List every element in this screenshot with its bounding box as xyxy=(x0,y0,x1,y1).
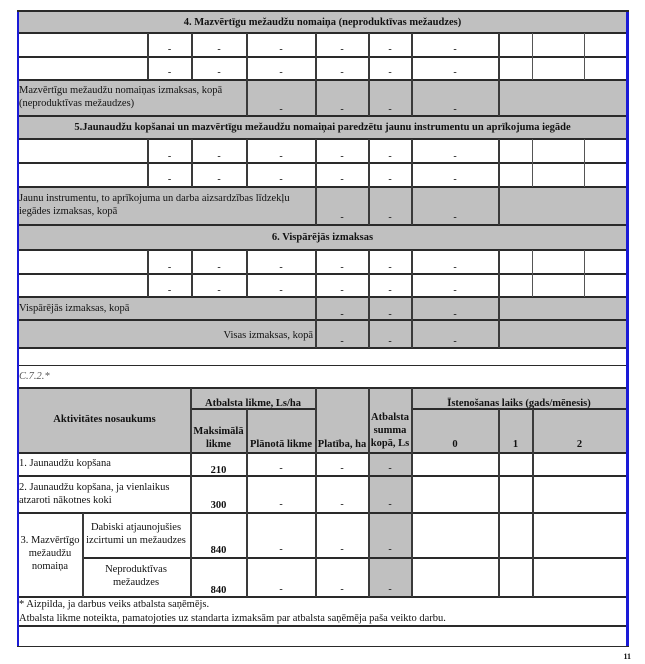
cell-value: - xyxy=(453,262,457,273)
cell-value: - xyxy=(453,44,457,55)
max-rate-value: 210 xyxy=(210,465,227,476)
cell-value: - xyxy=(167,67,172,78)
grand-total-label: Visas izmaksas, kopā xyxy=(223,330,313,341)
total-value: - xyxy=(279,104,283,115)
cell-value: - xyxy=(340,67,344,78)
section6-title: 6. Vispārējās izmaksas xyxy=(19,226,626,250)
section6-total-label: Vispārējās izmaksas, kopā xyxy=(19,303,130,314)
cell-value: - xyxy=(279,44,283,55)
cell-value: - xyxy=(217,67,221,78)
total-value: - xyxy=(340,309,344,320)
cell-value: - xyxy=(388,67,392,78)
header-planned-rate: Plānotā likme xyxy=(249,439,313,450)
cell-value: - xyxy=(167,174,172,185)
cell-value: - xyxy=(217,262,221,273)
cell-value: - xyxy=(388,262,392,273)
header-time-group: Īstenošanas laiks (gads/mēnesis) xyxy=(447,398,591,409)
cell-value: - xyxy=(340,151,344,162)
cell-value: - xyxy=(217,174,221,185)
cell-value: - xyxy=(217,44,221,55)
header-time-2: 2 xyxy=(576,439,583,450)
header-area: Platība, ha xyxy=(317,439,367,450)
area-value: - xyxy=(340,463,344,474)
cell-value: - xyxy=(453,174,457,185)
planned-rate-value: - xyxy=(279,544,283,555)
cell-value: - xyxy=(388,151,392,162)
cell-value: - xyxy=(340,262,344,273)
activity-group-name: 3. Mazvērtīgo mežaudžu nomaiņa xyxy=(20,535,80,572)
cell-value: - xyxy=(279,67,283,78)
activity-name: 2. Jaunaudžu kopšana, ja vienlaikus atzaroti nākotnes koki xyxy=(19,482,170,506)
cell-value: - xyxy=(217,151,221,162)
cell-value: - xyxy=(217,285,221,296)
sum-value: - xyxy=(388,544,392,555)
area-value: - xyxy=(340,499,344,510)
max-rate-value: 840 xyxy=(210,585,227,596)
header-rate-group: Atbalsta likme, Ls/ha xyxy=(205,398,301,409)
header-activity: Aktivitātes nosaukums xyxy=(53,414,156,425)
area-value: - xyxy=(340,544,344,555)
max-rate-value: 300 xyxy=(210,500,227,511)
total-value: - xyxy=(340,104,344,115)
sum-value: - xyxy=(388,499,392,510)
activity-name: Neproduktīvas mežaudzes xyxy=(105,564,167,588)
total-value: - xyxy=(388,212,392,223)
footnote-2: Atbalsta likme noteikta, pamatojoties uz standarta izmaksām par atbalsta saņēmēja paša veikto darbu. xyxy=(19,613,446,624)
area-value: - xyxy=(340,584,344,595)
activity-name: Dabiski atjaunojušies izcirtumi un mežaudzes xyxy=(86,522,186,546)
section5-total-label: Jaunu instrumentu, to aprīkojuma un darba aizsardzības līdzekļu iegādes izmaksas, kopā xyxy=(19,193,290,217)
sum-value: - xyxy=(388,463,392,474)
planned-rate-value: - xyxy=(279,499,283,510)
total-value: - xyxy=(388,309,392,320)
page-number: 11 xyxy=(623,652,631,661)
cell-value: - xyxy=(279,285,283,296)
cell-value: - xyxy=(167,285,172,296)
grand-total-value: - xyxy=(388,336,392,347)
cell-value: - xyxy=(453,151,457,162)
total-value: - xyxy=(453,104,457,115)
activity-name: 1. Jaunaudžu kopšana xyxy=(19,458,111,469)
cell-value: - xyxy=(340,285,344,296)
header-time-1: 1 xyxy=(512,439,519,450)
header-time-0: 0 xyxy=(452,439,458,450)
cell-value: - xyxy=(340,174,344,185)
total-value: - xyxy=(340,212,344,223)
footnote-1: * Aizpilda, ja darbus veiks atbalsta saņēmējs. xyxy=(19,599,210,610)
cell-value: - xyxy=(388,44,392,55)
cell-value: - xyxy=(167,151,172,162)
cell-value: - xyxy=(279,174,283,185)
cell-value: - xyxy=(279,262,283,273)
section4-total-label: Mazvērtīgu mežaudžu nomaiņas izmaksas, kopā (neproduktīvas mežaudzes) xyxy=(19,85,223,109)
cell-value: - xyxy=(388,285,392,296)
cell-value: - xyxy=(167,262,172,273)
cell-value: - xyxy=(453,285,457,296)
total-value: - xyxy=(453,212,457,223)
section5-title: 5.Jaunaudžu kopšanai un mazvērtīgu mežaudžu nomaiņai paredzētu jaunu instrumentu un aprīkojuma iegāde xyxy=(19,117,626,139)
header-sum: Atbalsta summa kopā, Ls xyxy=(370,412,410,449)
cell-value: - xyxy=(453,67,457,78)
planned-rate-value: - xyxy=(279,463,283,474)
sum-value: - xyxy=(388,584,392,595)
max-rate-value: 840 xyxy=(210,545,227,556)
planned-rate-value: - xyxy=(279,584,283,595)
total-value: - xyxy=(388,104,392,115)
cell-value: - xyxy=(167,44,172,55)
cell-value: - xyxy=(388,174,392,185)
cell-value: - xyxy=(340,44,344,55)
cell-value: - xyxy=(279,151,283,162)
section-code-label: C.7.2.* xyxy=(19,371,50,382)
section4-title: 4. Mazvērtīgu mežaudžu nomaiņa (neproduktīvas mežaudzes) xyxy=(19,12,626,33)
header-max-rate: Maksimālā likme xyxy=(193,426,244,450)
total-value: - xyxy=(453,309,457,320)
grand-total-value: - xyxy=(340,336,344,347)
grand-total-value: - xyxy=(453,336,457,347)
